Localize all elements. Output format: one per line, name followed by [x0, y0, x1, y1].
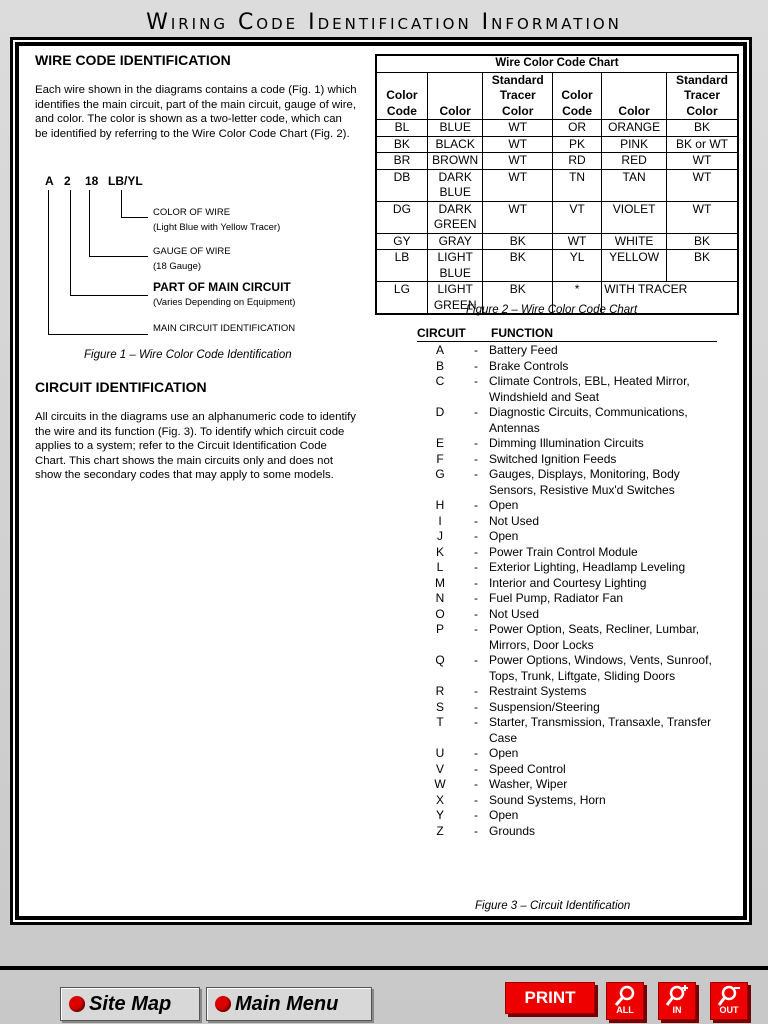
table-cell: TAN — [602, 169, 667, 201]
list-item — [417, 374, 737, 405]
separator-dash: - — [474, 808, 478, 822]
color-note: (Light Blue with Yellow Tracer) — [153, 222, 281, 233]
separator-dash: - — [474, 653, 478, 667]
table-cell: GRAY — [427, 233, 483, 250]
wire-table-header-cell: Color — [602, 72, 667, 120]
table-cell: WT — [483, 120, 552, 137]
main-menu-label: Main Menu — [235, 992, 339, 1015]
circuit-code: Y — [435, 808, 444, 822]
separator-dash: - — [474, 498, 478, 512]
circuit-code: I — [438, 513, 442, 528]
figure-1-caption: Figure 1 – Wire Color Code Identification — [84, 349, 292, 361]
table-cell: DARK BLUE — [427, 169, 483, 201]
out-label: OUT — [719, 1005, 739, 1015]
main-label: MAIN CIRCUIT IDENTIFICATION — [153, 323, 296, 334]
separator-dash: - — [474, 451, 478, 466]
part-annotation — [153, 280, 295, 310]
table-cell: WHITE — [602, 233, 667, 250]
circuit-function: Brake Controls — [489, 358, 569, 373]
separator-dash: - — [474, 622, 478, 636]
circuit-id-heading: CIRCUIT IDENTIFICATION — [35, 379, 207, 395]
table-cell: * — [552, 282, 601, 315]
circuit-code: O — [435, 606, 445, 621]
part-label: PART OF MAIN CIRCUIT — [153, 280, 291, 294]
separator-dash: - — [474, 746, 478, 760]
table-row — [376, 120, 738, 137]
circuit-function: Starter, Transmission, Transaxle, Transfer Case — [489, 715, 712, 745]
circuit-code: B — [435, 358, 444, 373]
table-cell: LG — [376, 282, 427, 315]
content-panel — [15, 42, 747, 920]
wire-table-title: Wire Color Code Chart — [376, 55, 738, 72]
circuit-code: D — [435, 405, 445, 419]
circuit-function: Power Options, Windows, Vents, Sunroof, Tops, Trunk, Liftgate, Sliding Doors — [489, 653, 712, 683]
table-cell: BK — [483, 233, 552, 250]
circuit-function: Climate Controls, EBL, Heated Mirror, Windshield and Seat — [489, 374, 690, 404]
print-button[interactable] — [505, 982, 595, 1014]
circuit-code: L — [436, 560, 444, 574]
zoom-in-icon — [665, 985, 689, 1007]
table-cell: LIGHT BLUE — [427, 250, 483, 282]
separator-dash: - — [474, 436, 478, 450]
list-item — [417, 808, 737, 824]
list-item — [417, 498, 737, 514]
circuit-function: Dimming Illumination Circuits — [489, 436, 644, 450]
separator-dash: - — [474, 684, 478, 698]
list-item — [417, 746, 737, 762]
separator-dash: - — [474, 529, 478, 543]
table-cell: WT — [483, 201, 552, 233]
print-label: PRINT — [524, 988, 576, 1007]
list-item — [417, 467, 737, 498]
table-cell: BK — [376, 136, 427, 153]
circuit-code: H — [435, 498, 445, 512]
circuit-code: J — [437, 529, 443, 543]
circuit-code: F — [436, 451, 444, 466]
color-annotation — [153, 205, 280, 235]
list-item — [417, 529, 737, 545]
wire-code-paragraph: Each wire shown in the diagrams contains a code (Fig. 1) which identifies the main circuit, part of the main circuit, gauge of wire, and color. The color is shown as a two-letter code, which can be identified by referring to the Wire Color Code Chart (Fig. 2). — [35, 84, 357, 140]
table-cell: BK — [483, 282, 552, 315]
table-cell: DG — [376, 201, 427, 233]
circuit-code: Z — [436, 823, 444, 838]
table-cell: RED — [602, 153, 667, 170]
gauge-label: GAUGE OF WIRE — [153, 246, 231, 257]
list-item — [417, 359, 737, 375]
table-cell: TN — [552, 169, 601, 201]
table-cell: YELLOW — [602, 250, 667, 282]
red-dot-icon — [69, 996, 85, 1012]
wire-table-header-cell: Color — [427, 72, 483, 120]
page-title: Wiring Code Identification Information — [146, 10, 622, 35]
list-item — [417, 405, 737, 436]
circuit-function: Restraint Systems — [489, 684, 587, 698]
table-cell: BK — [666, 120, 738, 137]
table-cell: VT — [552, 201, 601, 233]
circuit-code: T — [436, 715, 444, 729]
separator-dash: - — [474, 606, 478, 621]
table-cell: WITH TRACER — [602, 282, 738, 315]
wire-table-body — [376, 120, 738, 315]
red-dot-icon — [215, 996, 231, 1012]
list-item — [417, 343, 737, 359]
circuit-code: K — [435, 544, 444, 559]
list-item — [417, 576, 737, 592]
list-item — [417, 560, 737, 576]
list-item — [417, 452, 737, 468]
main-menu-button[interactable] — [206, 987, 372, 1021]
table-cell: VIOLET — [602, 201, 667, 233]
separator-dash: - — [474, 467, 478, 481]
main-bracket — [48, 190, 148, 335]
circuit-code: Q — [435, 653, 445, 667]
separator-dash: - — [474, 544, 478, 559]
table-cell: WT — [552, 233, 601, 250]
circuit-function: Open — [489, 529, 519, 543]
circuit-function: Exterior Lighting, Headlamp Leveling — [489, 560, 686, 574]
circuit-code: X — [435, 792, 444, 807]
separator-dash: - — [474, 715, 478, 729]
circuit-code: M — [435, 575, 445, 590]
table-cell: WT — [483, 153, 552, 170]
list-item — [417, 762, 737, 778]
table-cell: GY — [376, 233, 427, 250]
circuit-function: Suspension/Steering — [489, 699, 600, 714]
zoom-in-button[interactable] — [658, 982, 696, 1020]
circuit-function: Diagnostic Circuits, Communications, Antennas — [489, 405, 688, 435]
table-cell: DB — [376, 169, 427, 201]
separator-dash: - — [474, 513, 478, 528]
site-map-label: Site Map — [89, 992, 172, 1015]
print-all-button[interactable] — [606, 982, 644, 1020]
separator-dash: - — [474, 792, 478, 807]
circuit-list — [417, 343, 737, 839]
list-item — [417, 653, 737, 684]
circuit-function: Not Used — [489, 513, 540, 528]
part-note: (Varies Depending on Equipment) — [153, 297, 296, 308]
code-part-sub: 2 — [64, 174, 71, 188]
wire-table-header-cell: Color Code — [552, 72, 601, 120]
circuit-function: Open — [489, 746, 519, 760]
table-row — [376, 233, 738, 250]
circuit-code: R — [435, 684, 445, 698]
separator-dash: - — [474, 358, 478, 373]
table-row — [376, 153, 738, 170]
table-cell: BLACK — [427, 136, 483, 153]
circuit-col-header: CIRCUIT — [417, 326, 466, 340]
table-cell: YL — [552, 250, 601, 282]
circuit-function: Battery Feed — [489, 343, 558, 357]
code-part-main: A — [45, 174, 54, 188]
table-row — [376, 169, 738, 201]
circuit-function: Open — [489, 808, 519, 822]
circuit-id-paragraph: All circuits in the diagrams use an alphanumeric code to identify the wire and its function (Fig. 3). To identify which circuit code applies to a system; refer to the Circuit Identification Code Chart. This chart shows the main circuits only and does not show the secondary codes that may apply to some models. — [35, 411, 357, 482]
table-cell: WT — [666, 201, 738, 233]
list-item — [417, 700, 737, 716]
separator-dash: - — [474, 575, 478, 590]
table-cell: WT — [666, 153, 738, 170]
separator-dash: - — [474, 823, 478, 838]
wire-table-header-cell: Color Code — [376, 72, 427, 120]
function-col-header: FUNCTION — [491, 326, 553, 340]
table-row — [376, 201, 738, 233]
table-cell: DARK GREEN — [427, 201, 483, 233]
circuit-function: Interior and Courtesy Lighting — [489, 575, 647, 590]
separator-dash: - — [474, 591, 478, 605]
zoom-out-icon — [717, 985, 741, 1007]
separator-dash: - — [474, 560, 478, 574]
table-cell: WT — [666, 169, 738, 201]
circuit-code: P — [435, 622, 444, 636]
wire-table-header-cell: Standard Tracer Color — [483, 72, 552, 120]
list-item — [417, 514, 737, 530]
table-cell: WT — [483, 136, 552, 153]
all-label: ALL — [616, 1005, 634, 1015]
separator-dash: - — [474, 405, 478, 419]
list-item — [417, 777, 737, 793]
circuit-function: Fuel Pump, Radiator Fan — [489, 591, 624, 605]
separator-dash: - — [474, 699, 478, 714]
table-cell: WT — [483, 169, 552, 201]
table-cell: BLUE — [427, 120, 483, 137]
table-cell: LIGHT GREEN — [427, 282, 483, 315]
separator-dash: - — [474, 761, 478, 776]
circuit-code: G — [435, 467, 445, 481]
separator-dash: - — [474, 374, 478, 388]
table-cell: PINK — [602, 136, 667, 153]
circuit-function: Open — [489, 498, 519, 512]
footer-rule — [0, 966, 768, 970]
zoom-out-button[interactable] — [710, 982, 748, 1020]
list-item — [417, 545, 737, 561]
circuit-code: E — [435, 436, 444, 450]
list-item — [417, 715, 737, 746]
code-part-color: LB/YL — [108, 174, 143, 188]
gauge-note: (18 Gauge) — [153, 261, 202, 272]
circuit-table-header — [417, 326, 717, 342]
color-label: COLOR OF WIRE — [153, 207, 231, 218]
circuit-code: A — [435, 343, 444, 357]
table-cell: BL — [376, 120, 427, 137]
list-item — [417, 607, 737, 623]
table-cell: BROWN — [427, 153, 483, 170]
list-item — [417, 436, 737, 452]
circuit-function: Power Train Control Module — [489, 544, 638, 559]
wire-table-header-row — [376, 72, 738, 120]
table-cell: BK — [483, 250, 552, 282]
circuit-code: V — [435, 761, 444, 776]
magnifier-icon — [613, 985, 637, 1007]
separator-dash: - — [474, 777, 478, 791]
table-cell: BK or WT — [666, 136, 738, 153]
table-cell: BK — [666, 250, 738, 282]
table-cell: BR — [376, 153, 427, 170]
gauge-annotation — [153, 244, 231, 274]
list-item — [417, 591, 737, 607]
circuit-code: N — [435, 591, 445, 605]
code-part-gauge: 18 — [85, 174, 99, 188]
circuit-function: Gauges, Displays, Monitoring, Body Sensors, Resistive Mux'd Switches — [489, 467, 680, 497]
list-item — [417, 824, 737, 840]
table-cell: BK — [666, 233, 738, 250]
figure-3-caption: Figure 3 – Circuit Identification — [475, 900, 631, 912]
wire-table-header-cell: Standard Tracer Color — [666, 72, 738, 120]
circuit-code: C — [435, 374, 445, 388]
circuit-function: Speed Control — [489, 761, 566, 776]
table-cell: OR — [552, 120, 601, 137]
wire-code-heading: WIRE CODE IDENTIFICATION — [35, 52, 231, 68]
table-cell: RD — [552, 153, 601, 170]
list-item — [417, 684, 737, 700]
figure-2-caption: Figure 2 – Wire Color Code Chart — [466, 304, 638, 316]
main-annotation — [153, 321, 295, 336]
circuit-function: Washer, Wiper — [489, 777, 568, 791]
wire-color-table — [375, 54, 739, 315]
circuit-function: Sound Systems, Horn — [489, 792, 606, 807]
circuit-code: W — [434, 777, 446, 791]
in-label: IN — [672, 1005, 682, 1015]
table-cell: LB — [376, 250, 427, 282]
circuit-code: S — [435, 699, 444, 714]
site-map-button[interactable] — [60, 987, 200, 1021]
circuit-code: U — [435, 746, 445, 760]
separator-dash: - — [474, 343, 478, 357]
list-item — [417, 793, 737, 809]
circuit-function: Grounds — [489, 823, 536, 838]
table-row — [376, 250, 738, 282]
table-row — [376, 136, 738, 153]
circuit-function: Switched Ignition Feeds — [489, 451, 617, 466]
table-cell: PK — [552, 136, 601, 153]
list-item — [417, 622, 737, 653]
circuit-function: Power Option, Seats, Recliner, Lumbar, Mirrors, Door Locks — [489, 622, 700, 652]
table-cell: ORANGE — [602, 120, 667, 137]
circuit-function: Not Used — [489, 606, 540, 621]
